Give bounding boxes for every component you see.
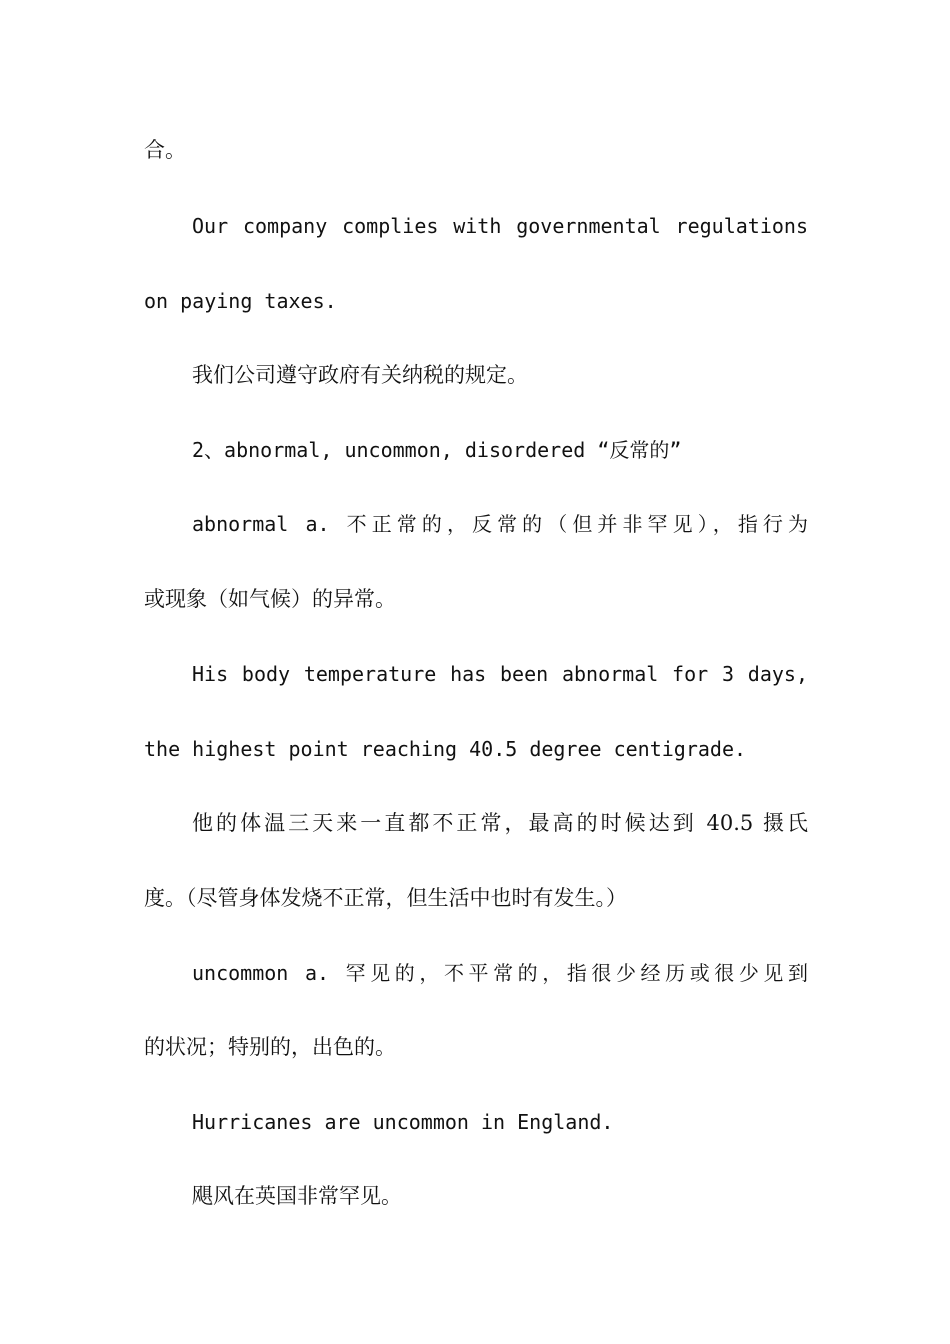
chinese-translation-line: 度。（尽管身体发烧不正常，但生活中也时有发生。） <box>144 886 627 910</box>
english-example-line: the highest point reaching 40.5 degree centigrade. <box>144 737 747 761</box>
definition-line: 或现象（如气候）的异常。 <box>144 587 396 611</box>
definition-line: 的状况；特别的，出色的。 <box>144 1035 396 1059</box>
english-example-line: Our company complies with governmental regulations <box>192 214 808 238</box>
english-example-line: Hurricanes are uncommon in England. <box>192 1110 614 1134</box>
definition-line: uncommon a. 罕见的，不平常的，指很少经历或很少见到 <box>192 961 808 985</box>
text-line: 合。 <box>144 138 186 162</box>
english-example-line: His body temperature has been abnormal for 3 days, <box>192 662 808 686</box>
definition-line: abnormal a. 不正常的，反常的（但并非罕见），指行为 <box>192 512 808 536</box>
chinese-translation-line: 飓风在英国非常罕见。 <box>192 1184 402 1208</box>
chinese-translation-line: 他的体温三天来一直都不正常，最高的时候达到 40.5 摄氏 <box>192 811 808 835</box>
english-example-line: on paying taxes. <box>144 289 337 313</box>
chinese-translation-line: 我们公司遵守政府有关纳税的规定。 <box>192 363 528 387</box>
section-heading: 2、abnormal, uncommon, disordered “反常的” <box>192 438 682 462</box>
